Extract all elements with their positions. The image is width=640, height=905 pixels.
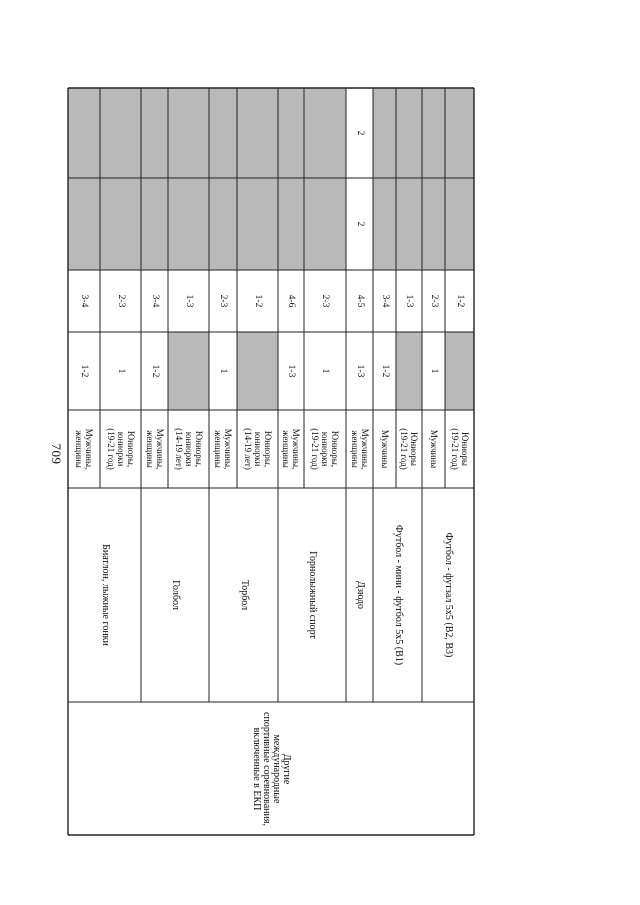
group-cell: Юниоры (19-21 год) [449, 428, 470, 470]
value-cell-c4: 2 [354, 130, 365, 136]
value-cell-c1: 1 [218, 368, 228, 374]
value-cell-c2: 1-3 [183, 294, 194, 308]
group-cell: Мужчины, женщины [281, 428, 301, 470]
page-number: 709 [49, 443, 64, 465]
shaded-cell [237, 178, 278, 270]
shaded-cell [168, 178, 209, 270]
shaded-cell [445, 332, 474, 410]
group-cell: Юниоры, юниорки (19-21 год) [105, 428, 136, 470]
value-cell-c1: 1 [428, 368, 439, 374]
value-cell-c1: 1-3 [286, 364, 296, 378]
group-cell: Мужчины, женщины [74, 428, 94, 470]
group-cell: Мужчины, женщины [144, 428, 165, 470]
shaded-cell [100, 88, 141, 178]
sport-cell: Биатлон, лыжные гонки [99, 544, 111, 646]
value-cell-c2: 3-4 [79, 294, 89, 308]
value-cell-c2: 4-6 [286, 294, 296, 308]
shaded-cell [278, 178, 304, 270]
shaded-cell [209, 178, 237, 270]
sport-cell: Голбол [170, 580, 181, 610]
sport-cell: Дзюдо [354, 580, 366, 610]
shaded-cell [422, 178, 445, 270]
shaded-cell [445, 88, 474, 178]
shaded-cell [209, 88, 237, 178]
shaded-cell [396, 178, 422, 270]
shaded-cell [141, 178, 168, 270]
value-cell-c1: 1-2 [149, 364, 160, 378]
value-cell-c2: 1-2 [252, 294, 263, 308]
sport-cell: Торбол [238, 579, 250, 611]
sport-cell: Горнолыжный спорт [307, 551, 318, 639]
group-cell: Юниоры (19-21 год) [399, 428, 419, 470]
shaded-cell [168, 88, 209, 178]
shaded-cell [445, 178, 474, 270]
value-cell-c1: 1 [115, 368, 126, 374]
shaded-cell [422, 88, 445, 178]
value-cell-c2: 1-2 [454, 294, 465, 308]
shaded-cell [68, 88, 100, 178]
value-cell-c2: 3-4 [379, 294, 390, 308]
value-cell-c2: 2-3 [320, 294, 330, 308]
shaded-cell [141, 88, 168, 178]
shaded-cell [278, 88, 304, 178]
value-cell-c3: 2 [354, 221, 365, 227]
shaded-cell [396, 332, 422, 410]
value-cell-c2: 2-3 [428, 294, 439, 308]
group-cell: Юниоры, юниорки (14-19 лет) [242, 428, 273, 470]
value-cell-c2: 2-3 [115, 294, 126, 308]
group-cell: Мужчины [428, 429, 439, 469]
group-cell: Юниоры, юниорки (19-21 год) [310, 428, 340, 470]
shaded-cell [237, 88, 278, 178]
value-cell-c2: 2-3 [218, 294, 228, 308]
shaded-cell [373, 88, 396, 178]
sport-cell: Футбол - футзал 5х5 (В2, В3) [443, 532, 454, 658]
value-cell-c2: 1-3 [404, 294, 414, 308]
section-label: Другие международные спортивные соревнования, включенные в ЕКП [251, 711, 292, 826]
group-cell: Мужчины [379, 429, 390, 469]
shaded-cell [100, 178, 141, 270]
value-cell-c1: 1-2 [79, 364, 89, 378]
value-cell-c1: 1 [320, 368, 330, 374]
shaded-cell [304, 178, 346, 270]
group-cell: Мужчины, женщины [349, 428, 370, 470]
value-cell-c1: 1-2 [379, 364, 390, 378]
value-cell-c2: 4-5 [354, 294, 365, 308]
group-cell: Мужчины, женщины [213, 428, 233, 470]
shaded-cell [68, 178, 100, 270]
value-cell-c1: 1-3 [354, 364, 365, 378]
value-cell-c2: 3-4 [149, 294, 160, 308]
shaded-cell [168, 332, 209, 410]
shaded-cell [304, 88, 346, 178]
group-cell: Юниоры, юниорки (14-19 лет) [173, 428, 204, 470]
shaded-cell [237, 332, 278, 410]
sport-cell: Футбол - мини - футбол 5х5 (В1) [392, 524, 404, 666]
shaded-cell [396, 88, 422, 178]
shaded-cell [373, 178, 396, 270]
